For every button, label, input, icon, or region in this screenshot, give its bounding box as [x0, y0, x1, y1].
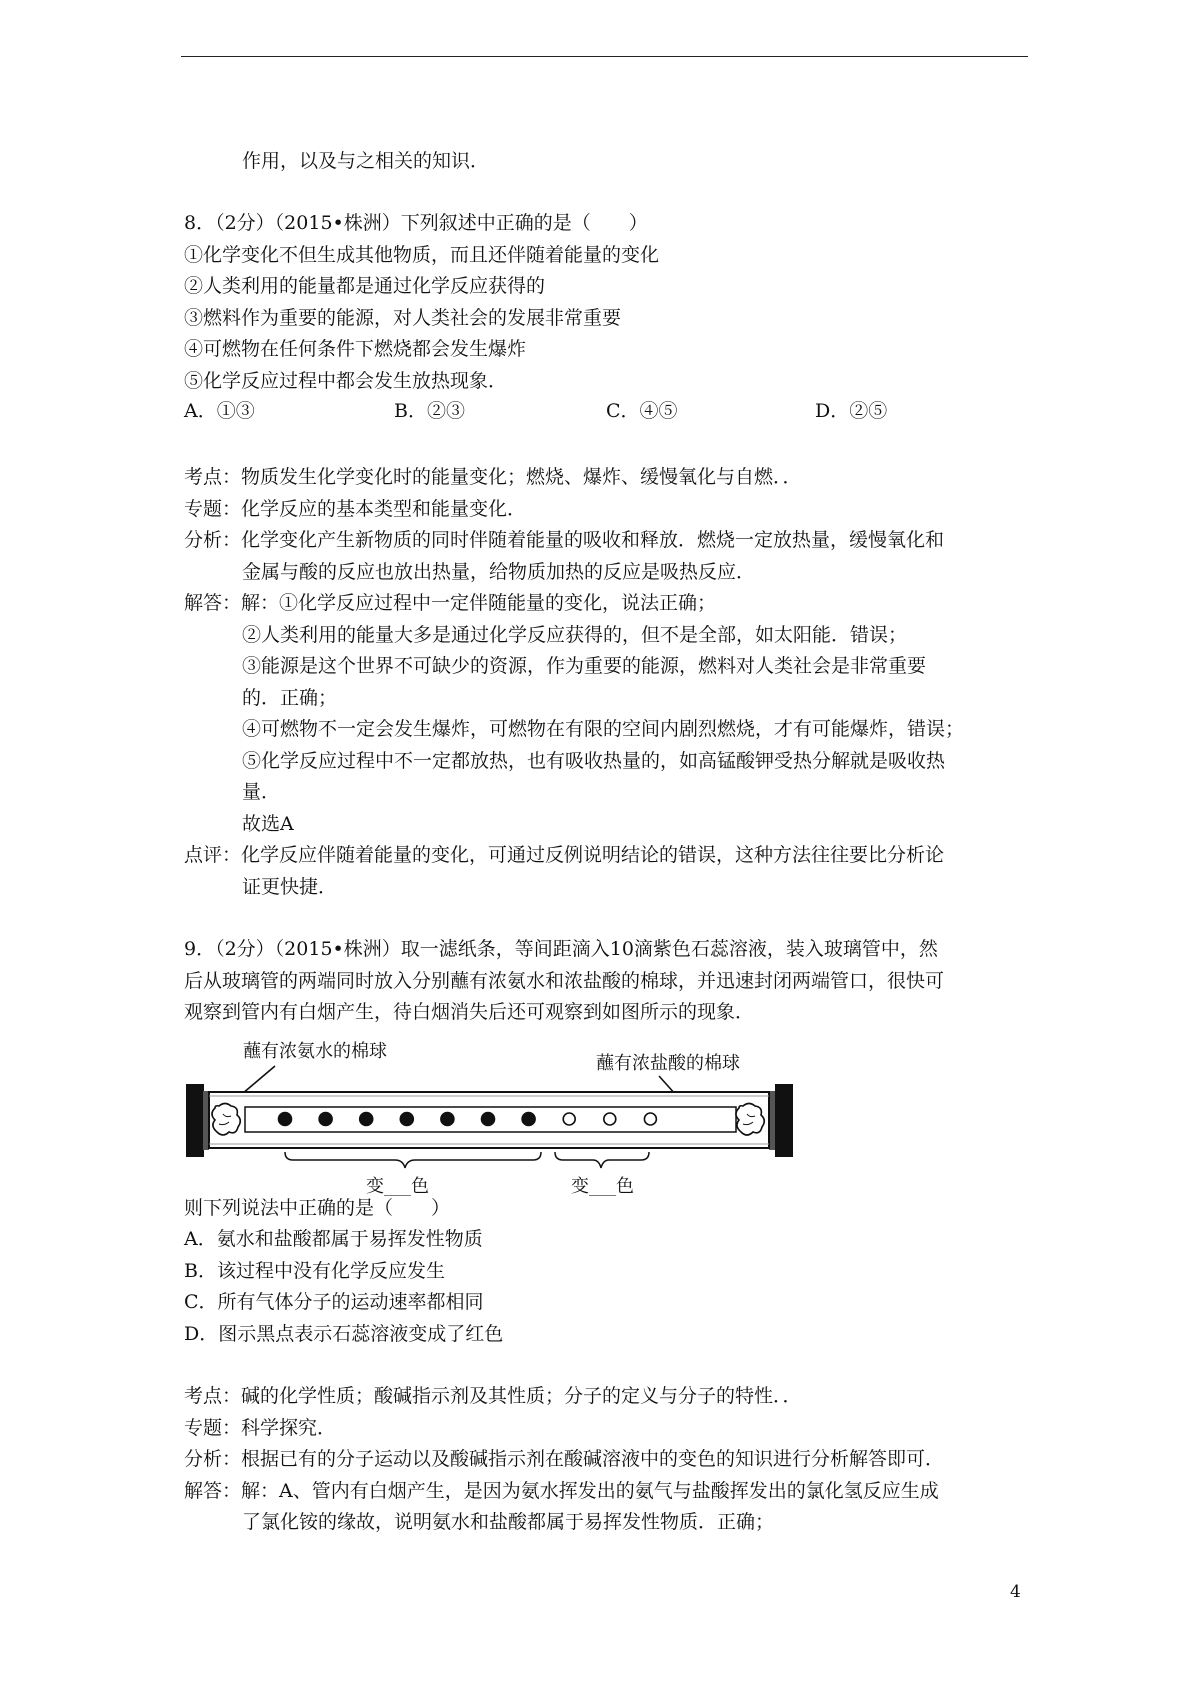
- q9-stem: 观察到管内有白烟产生，待白烟消失后还可观察到如图所示的现象．: [184, 1001, 755, 1023]
- q8-statement: ③燃料作为重要的能源，对人类社会的发展非常重要: [184, 307, 622, 329]
- tube-end-cap-left: [186, 1084, 204, 1157]
- q8-jieda: 量．: [242, 781, 281, 803]
- litmus-dot-open: [604, 1113, 616, 1125]
- q8-option-b: B．②③: [394, 400, 465, 422]
- q8-statement: ⑤化学反应过程中都会发生放热现象．: [184, 370, 508, 392]
- glass-tube-figure: [183, 1036, 795, 1196]
- q8-option-a: A．①③: [184, 400, 255, 422]
- brace-label-left: 变___色: [366, 1176, 429, 1196]
- q8-zhuanti: 专题：化学反应的基本类型和能量变化．: [184, 498, 527, 520]
- q8-statement: ④可燃物在任何条件下燃烧都会发生爆炸: [184, 338, 527, 360]
- q9-question: 则下列说法中正确的是（ ）: [184, 1197, 451, 1219]
- q8-fenxi: 金属与酸的反应也放出热量，给物质加热的反应是吸热反应．: [242, 561, 756, 583]
- q8-jieda: ⑤化学反应过程中不一定都放热，也有吸收热量的，如高锰酸钾受热分解就是吸收热: [242, 750, 946, 772]
- q8-statement: ②人类利用的能量都是通过化学反应获得的: [184, 275, 546, 297]
- q8-jieda: ③能源是这个世界不可缺少的资源，作为重要的能源，燃料对人类社会是非常重要: [242, 655, 927, 677]
- q9-option-b: B．该过程中没有化学反应发生: [184, 1260, 445, 1282]
- q8-option-d: D．②⑤: [815, 400, 888, 422]
- q8-jieda: 的．正确；: [242, 687, 338, 709]
- tube-end-cap-right: [775, 1084, 793, 1157]
- litmus-dot-open: [563, 1113, 575, 1125]
- q8-jieda: ②人类利用的能量大多是通过化学反应获得的，但不是全部，如太阳能．错误；: [242, 624, 908, 646]
- q9-option-d: D．图示黑点表示石蕊溶液变成了红色: [184, 1323, 504, 1345]
- litmus-dot-filled: [441, 1113, 454, 1126]
- label-hcl-cotton: 蘸有浓盐酸的棉球: [596, 1053, 740, 1074]
- litmus-dot-filled: [279, 1113, 292, 1126]
- q9-stem: 后从玻璃管的两端同时放入分别蘸有浓氨水和浓盐酸的棉球，并迅速封闭两端管口，很快可: [184, 970, 945, 992]
- page-number: 4: [1010, 1582, 1021, 1602]
- q9-option-c: C．所有气体分子的运动速率都相同: [184, 1291, 484, 1313]
- header-rule: [181, 56, 1028, 57]
- litmus-dot-filled: [400, 1113, 413, 1126]
- q8-jieda: 故选A: [242, 813, 294, 835]
- q8-jieda: 解答：解：①化学反应过程中一定伴随能量的变化，说法正确；: [184, 592, 717, 614]
- q9-jieda: 了氯化铵的缘故，说明氨水和盐酸都属于易挥发性物质．正确；: [242, 1511, 775, 1533]
- cotton-ball-right: [736, 1104, 764, 1136]
- q8-option-c: C．④⑤: [606, 400, 678, 422]
- q9-option-a: A．氨水和盐酸都属于易挥发性物质: [184, 1228, 483, 1250]
- continued-line: 作用，以及与之相关的知识．: [242, 150, 490, 172]
- q8-statement: ①化学变化不但生成其他物质，而且还伴随着能量的变化: [184, 244, 660, 266]
- q9-kaodian: 考点：碱的化学性质；酸碱指示剂及其性质；分子的定义与分子的特性．．: [184, 1385, 802, 1407]
- q9-zhuanti: 专题：科学探究．: [184, 1417, 337, 1439]
- q8-jieda: ④可燃物不一定会发生爆炸，可燃物在有限的空间内剧烈燃烧，才有可能爆炸，错误；: [242, 718, 965, 740]
- litmus-dot-filled: [522, 1113, 535, 1126]
- q8-dianping: 点评：化学反应伴随着能量的变化，可通过反例说明结论的错误，这种方法往往要比分析论: [184, 844, 945, 866]
- q8-fenxi: 分析：化学变化产生新物质的同时伴随着能量的吸收和释放．燃烧一定放热量，缓慢氧化和: [184, 529, 945, 551]
- q8-kaodian: 考点：物质发生化学变化时的能量变化；燃烧、爆炸、缓慢氧化与自燃．．: [184, 466, 802, 488]
- q9-jieda: 解答：解：A、管内有白烟产生，是因为氨水挥发出的氨气与盐酸挥发出的氯化氢反应生成: [184, 1480, 939, 1502]
- q8-dianping: 证更快捷．: [242, 876, 338, 898]
- brace-label-right: 变___色: [571, 1176, 634, 1196]
- brace-left: [285, 1152, 541, 1168]
- litmus-dot-filled: [319, 1113, 332, 1126]
- label-ammonia-cotton: 蘸有浓氨水的棉球: [243, 1041, 387, 1062]
- q9-stem: 9．（2分）（2015•株洲）取一滤纸条，等间距滴入10滴紫色石蕊溶液，装入玻璃管中，然: [184, 938, 938, 960]
- litmus-dot-filled: [360, 1113, 373, 1126]
- litmus-dot-open: [644, 1113, 656, 1125]
- cotton-ball-left: [212, 1104, 240, 1136]
- litmus-dot-filled: [482, 1113, 495, 1126]
- q8-stem: 8．（2分）（2015•株洲）下列叙述中正确的是（ ）: [184, 212, 648, 234]
- q9-fenxi: 分析：根据已有的分子运动以及酸碱指示剂在酸碱溶液中的变色的知识进行分析解答即可．: [184, 1448, 945, 1470]
- brace-right: [555, 1152, 649, 1168]
